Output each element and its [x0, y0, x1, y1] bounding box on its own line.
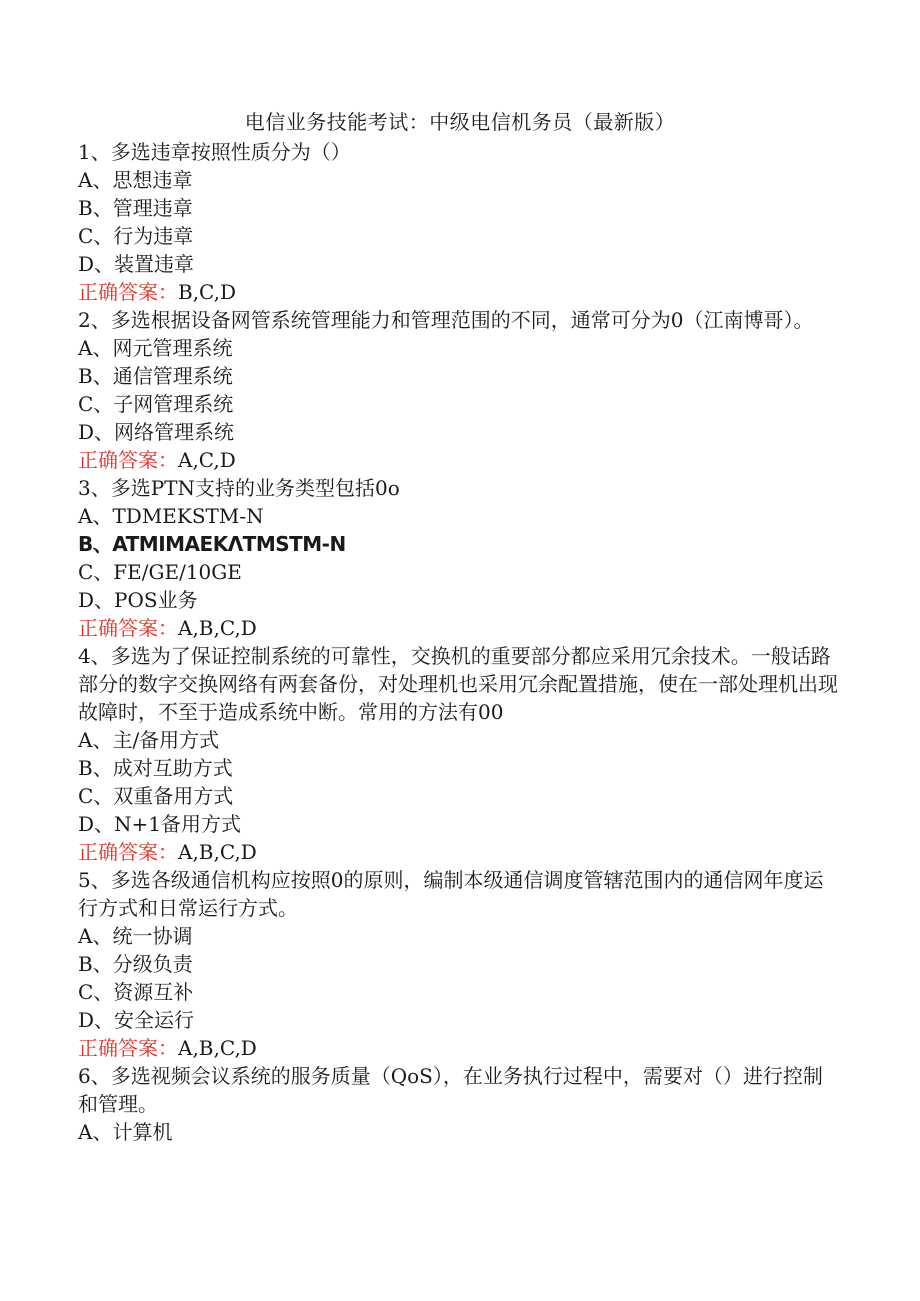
answer-line — [78, 614, 838, 642]
option-a: A、计算机 — [78, 1120, 173, 1144]
question-stem: 5、多选各级通信机构应按照0的原则，编制本级通信调度管辖范围内的通信网年度运行方式和日常运行方式。 — [78, 868, 824, 920]
answer-line — [78, 446, 838, 474]
answer-value: A,B,C,D — [178, 840, 257, 864]
option-a: A、思想违章 — [78, 168, 193, 192]
question-6 — [78, 1062, 838, 1146]
option-c: C、FE/GE/10GE — [78, 560, 242, 584]
option-a: A、TDMEKSTM-N — [78, 504, 264, 528]
option-d: D、N+1备用方式 — [78, 812, 242, 836]
answer-line — [78, 838, 838, 866]
question-stem: 2、多选根据设备网管系统管理能力和管理范围的不同，通常可分为0（江南博哥）。 — [78, 308, 814, 332]
question-stem: 3、多选PTN支持的业务类型包括0o — [78, 476, 400, 500]
question-1 — [78, 138, 838, 306]
option-c: C、行为违章 — [78, 224, 194, 248]
option-d: D、安全运行 — [78, 1008, 195, 1032]
answer-value: A,C,D — [178, 448, 236, 472]
question-stem: 6、多选视频会议系统的服务质量（QoS），在业务执行过程中，需要对（）进行控制和管理。 — [78, 1064, 823, 1116]
answer-value: A,B,C,D — [178, 1036, 257, 1060]
answer-label: 正确答案： — [78, 616, 178, 640]
question-2 — [78, 306, 838, 474]
question-stem: 4、多选为了保证控制系统的可靠性，交换机的重要部分都应采用冗余技术。一般话路部分的数字交换网络有两套备份，对处理机也采用冗余配置措施，使在一部处理机出现故障时，不至于造成系统中断。常用的方法有00 — [78, 644, 838, 724]
option-b: B、分级负责 — [78, 952, 193, 976]
option-b: B、ATMIMAEKΛTMSTM-N — [78, 532, 346, 556]
question-4 — [78, 642, 838, 866]
option-b: B、管理违章 — [78, 196, 193, 220]
answer-value: A,B,C,D — [178, 616, 257, 640]
option-b: B、成对互助方式 — [78, 756, 233, 780]
answer-label: 正确答案： — [78, 280, 178, 304]
option-d: D、装置违章 — [78, 252, 195, 276]
option-d: D、网络管理系统 — [78, 420, 235, 444]
option-c: C、双重备用方式 — [78, 784, 234, 808]
answer-line — [78, 1034, 838, 1062]
question-list — [78, 138, 838, 1146]
answer-line — [78, 278, 838, 306]
document-title: 电信业务技能考试：中级电信机务员（最新版） — [244, 110, 676, 134]
option-c: C、子网管理系统 — [78, 392, 234, 416]
option-a: A、主/备用方式 — [78, 728, 220, 752]
option-a: A、网元管理系统 — [78, 336, 233, 360]
question-3 — [78, 474, 838, 642]
option-b: B、通信管理系统 — [78, 364, 233, 388]
question-stem: 1、多选违章按照性质分为（） — [78, 140, 351, 164]
option-c: C、资源互补 — [78, 980, 194, 1004]
answer-label: 正确答案： — [78, 840, 178, 864]
answer-label: 正确答案： — [78, 1036, 178, 1060]
option-a: A、统一协调 — [78, 924, 193, 948]
question-5 — [78, 866, 838, 1062]
answer-value: B,C,D — [178, 280, 237, 304]
option-d: D、POS业务 — [78, 588, 198, 612]
answer-label: 正确答案： — [78, 448, 178, 472]
